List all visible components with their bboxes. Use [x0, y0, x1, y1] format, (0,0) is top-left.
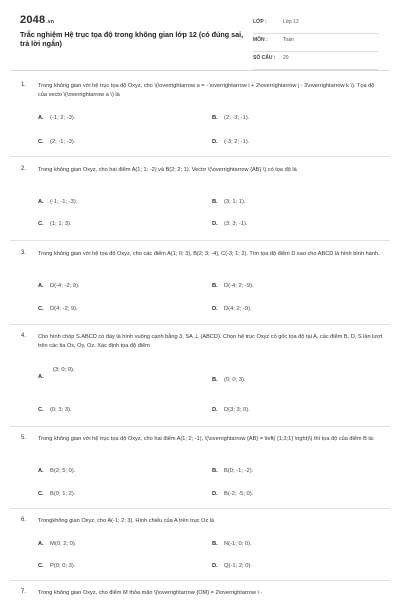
meta-label: SỐ CÂU : — [253, 55, 276, 61]
option-c[interactable] — [38, 221, 72, 227]
meta-info — [253, 16, 378, 70]
question-text: Trong không gian Oxyz, cho hai điểm A(1; 1; -2) và B(2; 2; 1). Vectơ \(\overrightarrow {AB} \) có tọa độ là — [38, 167, 297, 173]
option-a[interactable] — [38, 115, 75, 121]
meta-value: 20 — [283, 55, 289, 61]
option-letter: B. — [212, 199, 218, 205]
page-title: Trắc nghiệm Hệ trục tọa độ trong không gian lớp 12 (có đúng sai, trả lời ngắn) — [20, 30, 244, 48]
option-letter: B. — [212, 377, 218, 383]
option-text: D(-4; 2; -9). — [224, 283, 254, 289]
header-divider — [10, 70, 390, 71]
option-letter: C. — [38, 221, 44, 227]
question-number: 7. — [21, 589, 27, 595]
option-text: D(-4; -2; 9). — [50, 283, 80, 289]
option-c[interactable] — [38, 491, 75, 497]
option-d[interactable] — [212, 221, 248, 227]
option-text: Q(-1; 2; 0). — [224, 563, 253, 569]
option-text: (0; 3; 3). — [50, 407, 72, 413]
option-a[interactable] — [38, 367, 75, 380]
option-letter: D. — [212, 407, 218, 413]
option-a[interactable] — [38, 199, 77, 205]
option-a[interactable] — [38, 541, 76, 547]
option-letter: C. — [38, 407, 44, 413]
meta-row-subject — [253, 34, 378, 52]
option-text: B(0; -1; -2). — [224, 468, 254, 474]
question-divider — [10, 240, 390, 241]
option-text: B(-2; -5; 0). — [224, 491, 254, 497]
option-b[interactable] — [212, 468, 253, 474]
option-b[interactable] — [212, 199, 246, 205]
meta-row-class — [253, 16, 378, 34]
question-text: Trong không gian với hệ tọa độ Oxyz, cho các điểm A(1; 0; 3), B(2; 3; -4), C(-3; 1; 2). Tìm tọa độ điểm D sao cho ABCD là hình bình hành. — [38, 251, 380, 257]
option-letter: C. — [38, 139, 44, 145]
meta-value: Lớp 12 — [283, 19, 299, 25]
option-letter: C. — [38, 563, 44, 569]
question-number: 1. — [21, 82, 27, 88]
option-letter: A. — [38, 115, 44, 121]
option-letter: D. — [212, 221, 218, 227]
question-divider — [10, 580, 390, 581]
option-c[interactable] — [38, 563, 75, 569]
question-number: 6. — [21, 517, 27, 523]
option-d[interactable] — [212, 139, 249, 145]
option-b[interactable] — [212, 377, 246, 383]
option-letter: B. — [212, 541, 218, 547]
option-d[interactable] — [212, 407, 250, 413]
option-c[interactable] — [38, 306, 78, 312]
meta-label: LỚP : — [253, 19, 267, 25]
question-text: Trongkhông gian Oxyz, cho A(-1; 2; 3). Hình chiếu của A trên trục Oz là — [38, 518, 215, 524]
option-letter: A. — [38, 374, 44, 380]
option-c[interactable] — [38, 407, 72, 413]
question-divider — [10, 156, 390, 157]
option-text: D(4; -2; 9). — [50, 306, 78, 312]
option-text: (3; 0; 0). — [53, 367, 75, 373]
question-number: 2. — [21, 166, 27, 172]
option-letter: D. — [212, 139, 218, 145]
option-text: D(4; 2; -9). — [224, 306, 252, 312]
option-text: (2; -1; -3). — [50, 139, 76, 145]
question-text: Cho hình chóp S.ABCD có đáy là hình vuông cạnh bằng 3, SA ⊥ (ABCD). Chọn hệ trục Oxyz có gốc tọa độ tại A, các điểm B, D, S lần lượt trên các tia Ox, Oy, Oz. Xác định tọa độ điểm — [38, 334, 383, 349]
meta-value: Toán — [283, 37, 294, 43]
question-number: 5. — [21, 435, 27, 441]
option-text: B(0; 1; 2). — [50, 491, 76, 497]
header — [0, 0, 400, 70]
option-text: (3; 3; -1). — [224, 221, 248, 227]
option-a[interactable] — [38, 468, 75, 474]
question-number: 4. — [21, 333, 27, 339]
option-text: M(0; 2; 0). — [50, 541, 77, 547]
site-logo[interactable] — [20, 14, 54, 26]
question-divider — [10, 426, 390, 427]
option-text: (-1; 2; -3). — [50, 115, 76, 121]
option-b[interactable] — [212, 541, 252, 547]
question-text: Trong không gian với hệ trục tọa độ Oxyz, cho \(\overrightarrow a = - \overrightarrow i + 2\overrightarrow j - 3\overrightarrow k \). Tọa độ của vecto \(\overrightarrow a \) là — [38, 83, 375, 98]
option-d[interactable] — [212, 306, 252, 312]
option-letter: B. — [212, 283, 218, 289]
question-text: Trong không gian với hệ trục tọa độ Oxyz, cho hai điểm A(1; 2; -1), \(\overrightarrow {AB} = \left( {1;3;1} \right)\) thì tọa độ của điểm B là: — [38, 436, 375, 442]
option-letter: D. — [212, 563, 218, 569]
option-text: (1; 1; 3). — [50, 221, 72, 227]
option-text: N(-1; 0; 0). — [224, 541, 252, 547]
option-d[interactable] — [212, 563, 252, 569]
option-letter: A. — [38, 199, 44, 205]
option-letter: A. — [38, 468, 44, 474]
meta-row-count — [253, 52, 378, 70]
option-b[interactable] — [212, 283, 254, 289]
option-letter: A. — [38, 541, 44, 547]
option-letter: D. — [212, 306, 218, 312]
question-divider — [10, 324, 390, 325]
option-text: B(2; 5; 0). — [50, 468, 76, 474]
option-text: D(3; 3; 0). — [224, 407, 250, 413]
logo-sub: .vn — [46, 19, 55, 25]
question-divider — [10, 508, 390, 509]
option-c[interactable] — [38, 139, 75, 145]
option-text: (3; 1; 1). — [224, 199, 246, 205]
option-letter: C. — [38, 491, 44, 497]
question-text: Trong không gian Oxyz, cho điểm M thỏa mãn \(\overrightarrow {OM} = 2\overrightarrow i - — [38, 590, 263, 596]
logo-main: 2048 — [20, 14, 46, 26]
option-letter: D. — [212, 491, 218, 497]
option-text: (-3; 2; -1). — [224, 139, 250, 145]
meta-label: MÔN : — [253, 37, 268, 43]
option-text: P(0; 0; 3). — [50, 563, 76, 569]
option-d[interactable] — [212, 491, 253, 497]
option-text: (-1; -1; -3). — [50, 199, 78, 205]
option-text: (0; 0; 3). — [224, 377, 246, 383]
option-letter: A. — [38, 283, 44, 289]
option-letter: B. — [212, 115, 218, 121]
option-text: (2; -3; -1). — [224, 115, 250, 121]
option-letter: B. — [212, 468, 218, 474]
option-b[interactable] — [212, 115, 249, 121]
option-a[interactable] — [38, 283, 80, 289]
question-number: 3. — [21, 250, 27, 256]
option-letter: C. — [38, 306, 44, 312]
